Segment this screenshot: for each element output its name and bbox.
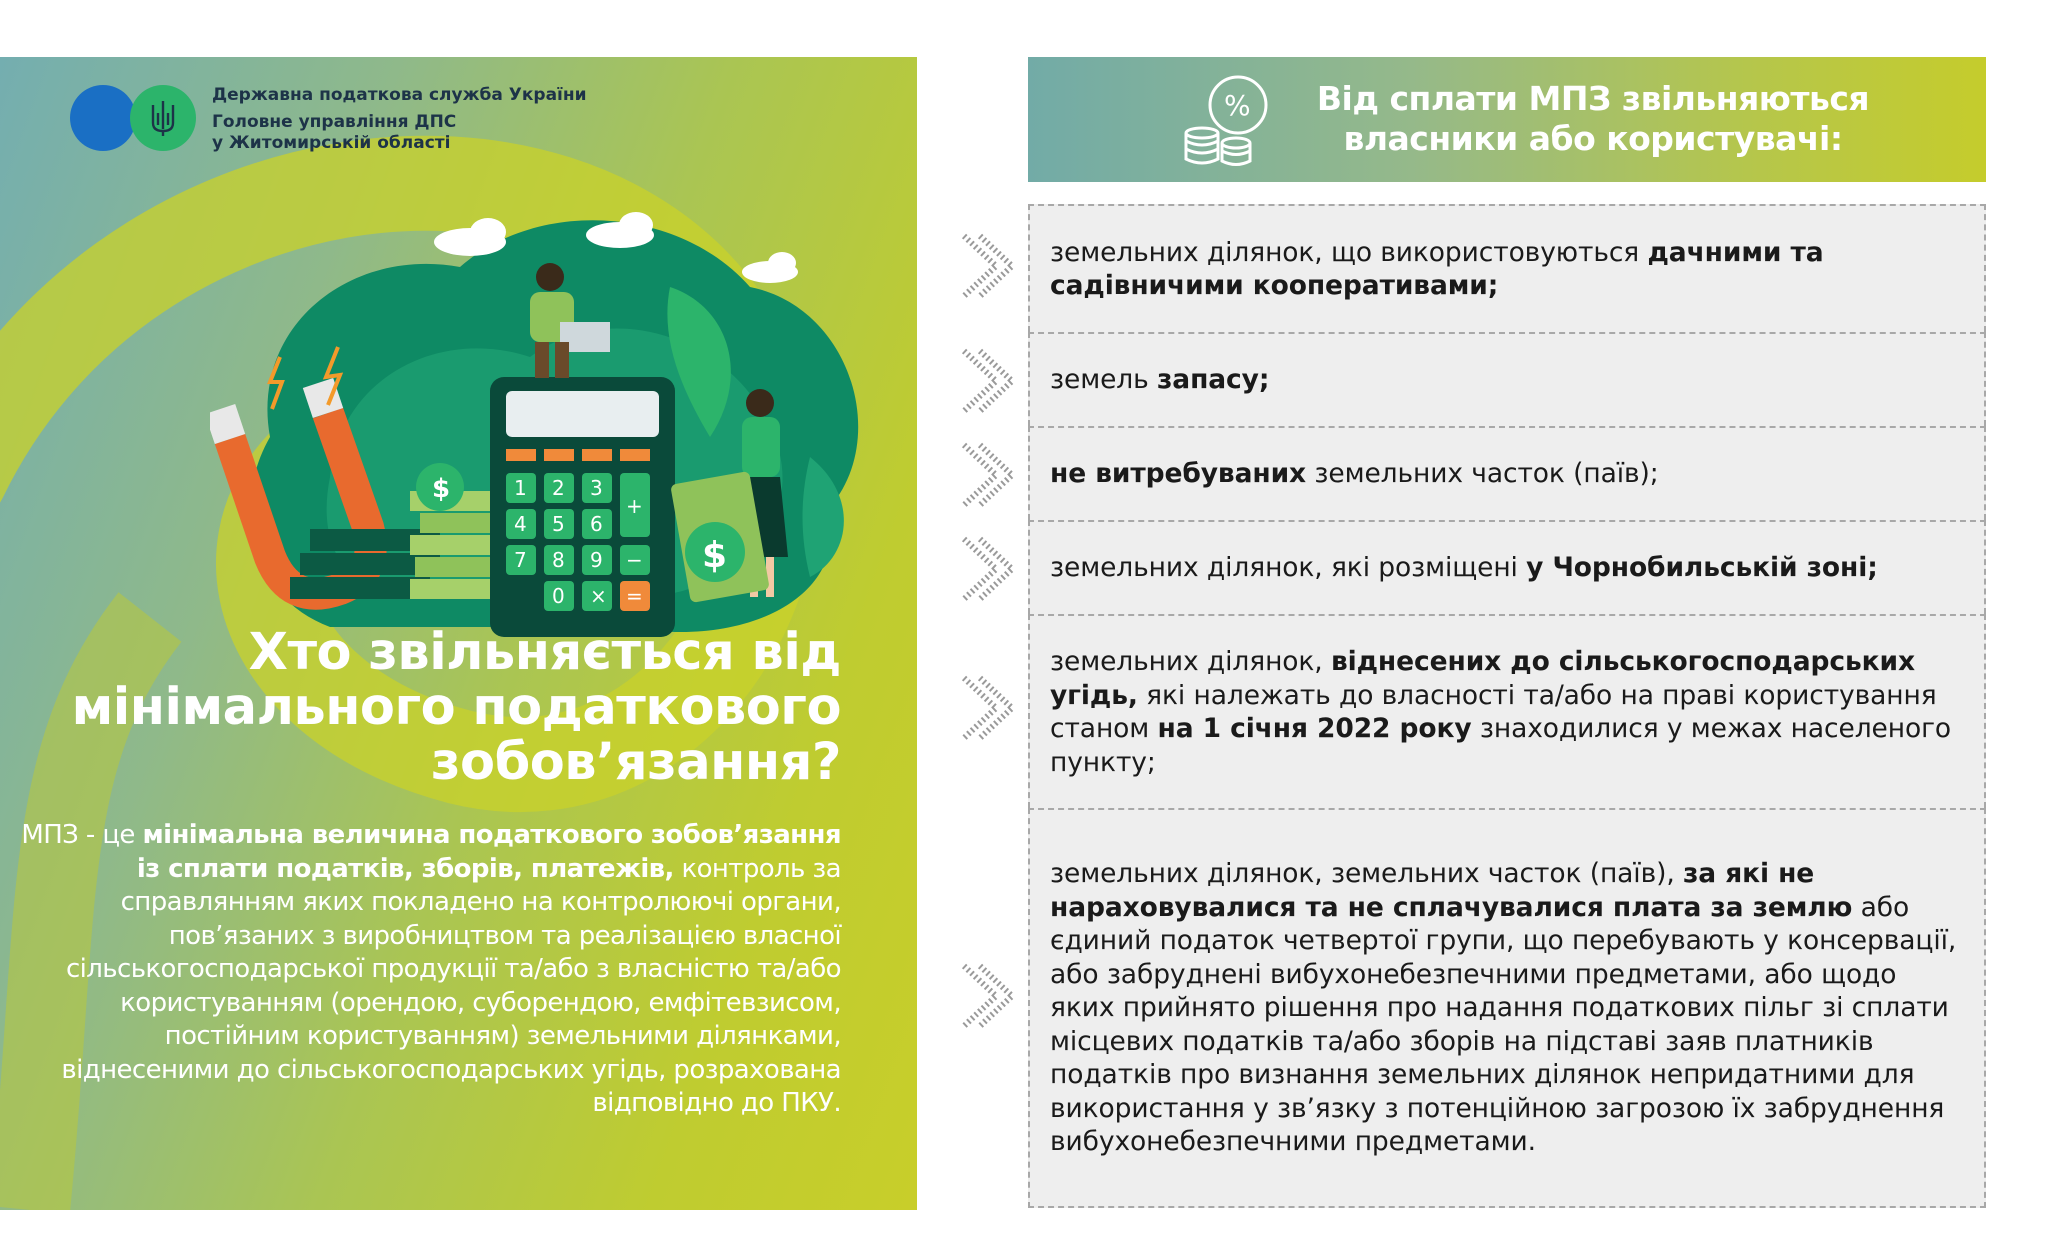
calc-key: 8 bbox=[552, 548, 565, 572]
item-text bbox=[1030, 645, 1984, 779]
chevron-right-icon bbox=[956, 533, 1018, 605]
org-line-2: Головне управління ДПС bbox=[212, 112, 457, 132]
header-line-2: власники або користувачі: bbox=[1343, 119, 1843, 158]
chevron-right-icon bbox=[956, 439, 1018, 511]
list-item bbox=[1028, 808, 1986, 1208]
calc-key: 7 bbox=[514, 548, 527, 572]
finance-illustration bbox=[210, 177, 880, 677]
exemptions-list bbox=[1028, 204, 1986, 1208]
info-panel bbox=[0, 57, 917, 1210]
item-part-bold: віднесених до сільськогосподарських угідь, bbox=[1050, 646, 1915, 711]
calc-key: × bbox=[590, 584, 607, 608]
exemptions-header bbox=[1028, 57, 1986, 182]
chevron-right-icon bbox=[956, 230, 1018, 302]
calc-key: 3 bbox=[590, 476, 603, 500]
item-part-bold: у Чорнобильській зоні; bbox=[1526, 552, 1878, 584]
item-part: або єдиний податок четвертої групи, що перебувають у консервації, або забруднені вибухонебезпечними предметами, або щодо яких прийнято рішення про надання податкових пільг зі сплати місцевих податків та/або зборів на підставі заяв платників податків про визнання земельних ділянок непридатними для використання у зв’язку з потенційною загрозою їх забруднення вибухонебезпечними предметами. bbox=[1050, 891, 1957, 1158]
item-part-bold: за які не нараховувалися та не сплачувалися плата за землю bbox=[1050, 858, 1853, 923]
item-part: які належать до власності та/або на праві користування станом bbox=[1050, 679, 1937, 744]
calc-key: 1 bbox=[514, 476, 527, 500]
page-title bbox=[21, 625, 841, 790]
item-part-bold: запасу; bbox=[1156, 364, 1270, 396]
dps-logo bbox=[70, 85, 196, 151]
list-item bbox=[1028, 204, 1986, 332]
desc-bold: мінімальна величина податкового зобов’язання із сплати податків, зборів, платежів, bbox=[136, 820, 841, 884]
item-part: земельних часток (паїв); bbox=[1306, 458, 1659, 490]
item-text bbox=[1030, 363, 1289, 397]
calc-key: 0 bbox=[552, 584, 565, 608]
desc-text: МПЗ - це bbox=[21, 820, 143, 850]
item-text bbox=[1030, 457, 1679, 491]
org-line-3: у Житомирській області bbox=[212, 133, 451, 153]
calc-key: 6 bbox=[590, 512, 603, 536]
calc-key: 9 bbox=[590, 548, 603, 572]
item-part: земель bbox=[1050, 364, 1157, 396]
svg-text:$: $ bbox=[702, 535, 728, 576]
item-part-bold: дачними та садівничими кооперативами; bbox=[1050, 236, 1824, 301]
item-part: знаходилися у межах населеного пункту; bbox=[1050, 713, 1952, 778]
list-item bbox=[1028, 614, 1986, 808]
header-line-1: Від сплати МПЗ звільняються bbox=[1316, 79, 1870, 118]
item-part-bold: на 1 січня 2022 року bbox=[1157, 713, 1472, 744]
title-line-2: мінімального податкового bbox=[71, 678, 841, 737]
item-part: земельних ділянок, земельних часток (паїв), bbox=[1050, 858, 1683, 890]
desc-text: контроль за справлянням яких покладено на контролюючі органи, пов’язаних з виробництвом та реалізацією власної сільськогосподарської продукції та/або з власністю та/або користуванням (орендою, суборендою, емфітевзисом, постійним користуванням) земельними ділянками, віднесеними до сільськогосподарських угідь, розрахована відповідно до ПКУ. bbox=[61, 853, 841, 1118]
list-item bbox=[1028, 332, 1986, 426]
calc-key: + bbox=[626, 494, 643, 518]
item-part-bold: не витребуваних bbox=[1050, 458, 1307, 490]
item-text bbox=[1030, 236, 1984, 303]
logo-blue-circle bbox=[70, 85, 136, 151]
calc-key: − bbox=[626, 548, 643, 572]
percent-coins-icon bbox=[1180, 69, 1280, 169]
title-line-3: зобов’язання? bbox=[430, 733, 841, 792]
item-text bbox=[1030, 857, 1984, 1159]
header-text bbox=[1293, 79, 1893, 159]
org-line-1: Державна податкова служба України bbox=[212, 85, 587, 105]
mpz-description bbox=[21, 819, 841, 1121]
calc-key: 5 bbox=[552, 512, 565, 536]
title-line-1: Хто звільняється від bbox=[248, 623, 841, 682]
org-name bbox=[212, 85, 587, 154]
trident-icon bbox=[130, 85, 196, 151]
chevron-right-icon bbox=[956, 960, 1018, 1032]
list-item bbox=[1028, 426, 1986, 520]
item-part: земельних ділянок, які розміщені bbox=[1050, 552, 1527, 584]
calc-key: 2 bbox=[552, 476, 565, 500]
item-part: земельних ділянок, bbox=[1050, 646, 1331, 677]
calc-key: 4 bbox=[514, 512, 527, 536]
chevron-right-icon bbox=[956, 345, 1018, 417]
calc-key: = bbox=[626, 584, 643, 608]
svg-text:%: % bbox=[1224, 89, 1251, 122]
list-item bbox=[1028, 520, 1986, 614]
chevron-right-icon bbox=[956, 672, 1018, 744]
item-part: земельних ділянок, що використовуються bbox=[1050, 236, 1648, 268]
item-text bbox=[1030, 551, 1898, 585]
svg-text:$: $ bbox=[432, 474, 451, 504]
